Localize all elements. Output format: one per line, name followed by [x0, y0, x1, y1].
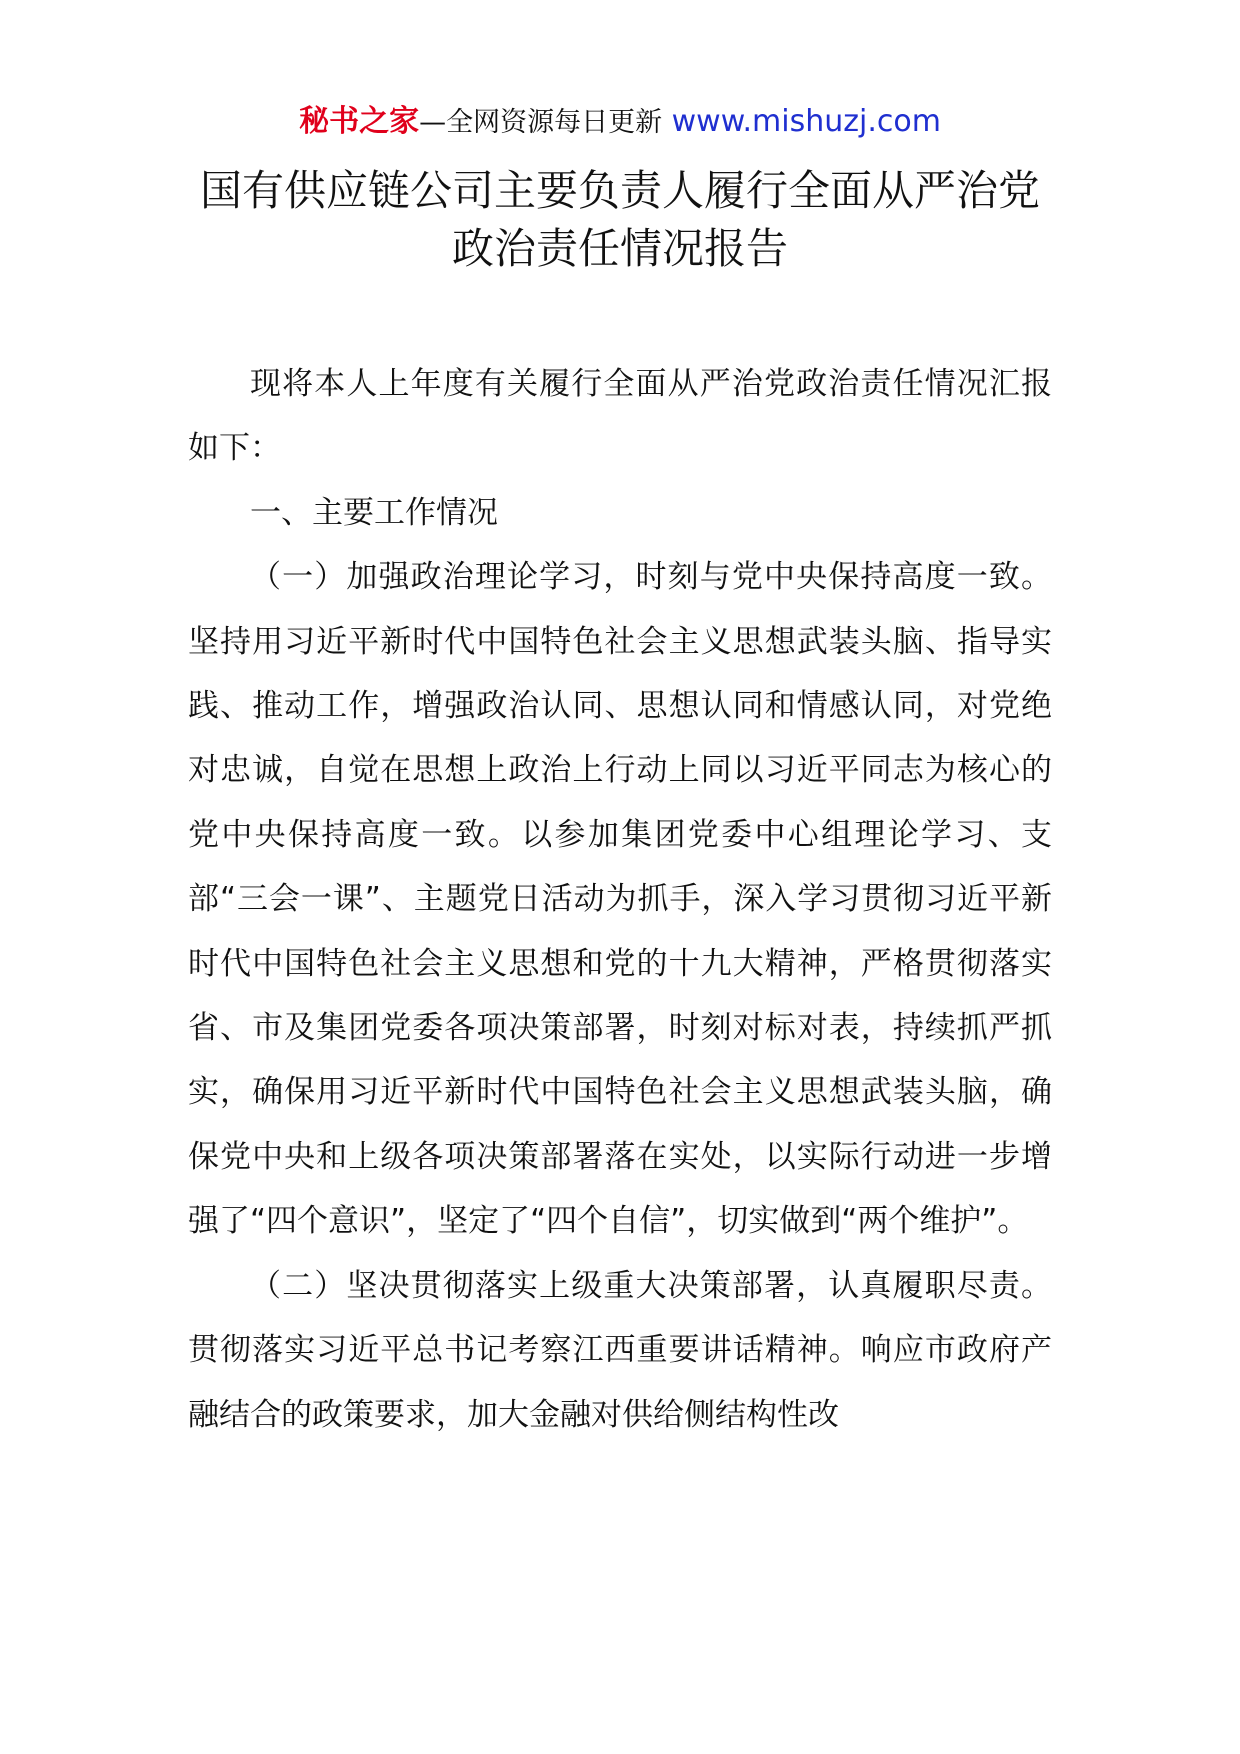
brand-name: 秘书之家 — [299, 104, 420, 139]
site-url-link[interactable]: www.mishuzj.com — [671, 104, 941, 139]
document-title — [150, 162, 1090, 278]
site-banner — [0, 102, 1240, 143]
banner-tagline: —全网资源每日更新 — [419, 107, 663, 138]
title-line-1: 国有供应链公司主要负责人履行全面从严治党 — [199, 166, 1040, 215]
title-line-2: 政治责任情况报告 — [451, 224, 788, 273]
body-paragraph: （一）加强政治理论学习，时刻与党中央保持高度一致。坚持用习近平新时代中国特色社会主义思想武装头脑、指导实践、推动工作，增强政治认同、思想认同和情感认同，对党绝对忠诚，自觉在思想上政治上行动上同以习近平同志为核心的党中央保持高度一致。以参加集团党委中心组理论学习、支部“三会一课”、主题党日活动为抓手，深入学习贯彻习近平新时代中国特色社会主义思想和党的十九大精神，严格贯彻落实省、市及集团党委各项决策部署，时刻对标对表，持续抓严抓实，确保用习近平新时代中国特色社会主义思想武装头脑，确保党中央和上级各项决策部署落在实处，以实际行动进一步增强了“四个意识”，坚定了“四个自信”，切实做到“两个维护”。 — [188, 559, 1052, 1240]
document-body — [188, 352, 1052, 1447]
body-paragraph: （二）坚决贯彻落实上级重大决策部署，认真履职尽责。贯彻落实习近平总书记考察江西重要讲话精神。响应市政府产融结合的政策要求，加大金融对供给侧结构性改 — [188, 1267, 1052, 1433]
intro-paragraph: 现将本人上年度有关履行全面从严治党政治责任情况汇报如下： — [188, 366, 1052, 467]
section-heading: 一、主要工作情况 — [250, 494, 498, 531]
